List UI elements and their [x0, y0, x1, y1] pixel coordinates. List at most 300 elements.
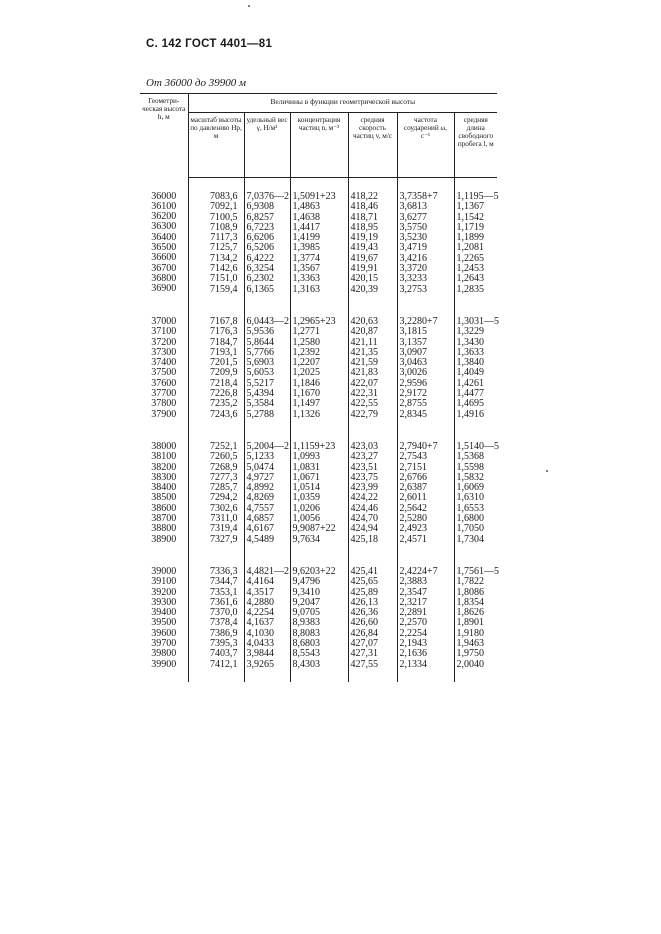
cell-concentration: 1,2580 — [292, 336, 320, 348]
cell-collision-frequency: 2,3547 — [399, 586, 427, 598]
cell-altitude: 38800 — [151, 523, 177, 535]
cell-altitude-column — [140, 557, 188, 682]
cell-specific-weight-column — [244, 178, 290, 307]
cell-mean-speed: 420,39 — [350, 283, 378, 295]
cell-altitude: 38400 — [151, 482, 177, 494]
cell-scale-height-column — [188, 557, 244, 682]
cell-scale-height: 7294,2 — [210, 492, 238, 504]
cell-concentration: 1,4863 — [292, 201, 320, 213]
cell-mean-speed: 420,63 — [350, 315, 378, 327]
cell-collision-frequency: 3,0907 — [399, 346, 427, 358]
cell-mean-free-path: 2,0040 — [456, 658, 484, 670]
cell-concentration: 9,4796 — [292, 576, 320, 588]
cell-mean-speed: 423,03 — [350, 440, 378, 452]
scan-speck — [248, 5, 250, 7]
cell-mean-speed: 423,99 — [350, 482, 378, 494]
cell-specific-weight: 5,7766 — [246, 346, 274, 358]
cell-altitude: 37500 — [151, 367, 177, 379]
cell-specific-weight: 5,0474 — [246, 461, 274, 473]
cell-mean-speed: 425,89 — [350, 586, 378, 598]
cell-mean-speed: 425,65 — [350, 576, 378, 588]
cell-mean-speed: 419,91 — [350, 263, 378, 275]
cell-mean-speed: 422,55 — [350, 398, 378, 410]
cell-scale-height: 7311,0 — [210, 513, 238, 525]
cell-concentration: 1,0993 — [292, 451, 320, 463]
cell-concentration: 1,2771 — [292, 326, 320, 338]
cell-scale-height: 7193,1 — [210, 346, 238, 358]
cell-concentration: 1,3363 — [292, 273, 320, 285]
cell-concentration: 1,0831 — [292, 461, 320, 473]
cell-mean-speed: 421,83 — [350, 367, 378, 379]
cell-specific-weight: 5,8644 — [246, 336, 274, 348]
cell-mean-speed: 418,71 — [350, 211, 378, 223]
cell-scale-height: 7108,9 — [210, 221, 238, 233]
cell-collision-frequency: 3,1357 — [399, 336, 427, 348]
cell-specific-weight: 6,2302 — [246, 273, 274, 285]
cell-mean-speed: 425,41 — [350, 565, 378, 577]
cell-scale-height: 7176,3 — [210, 326, 238, 338]
cell-specific-weight: 4,0433 — [246, 637, 274, 649]
cell-concentration: 1,1670 — [292, 388, 320, 400]
cell-specific-weight: 5,6053 — [246, 367, 274, 379]
cell-collision-frequency: 2,1636 — [399, 648, 427, 660]
table-body — [140, 178, 497, 682]
cell-mean-free-path: 1,3031—5 — [456, 315, 499, 327]
cell-altitude-column — [140, 178, 188, 307]
cell-collision-frequency: 2,3883 — [399, 576, 427, 588]
cell-collision-frequency: 3,1815 — [399, 326, 427, 338]
cell-scale-height: 7184,7 — [210, 336, 238, 348]
cell-mean-speed: 422,07 — [350, 377, 378, 389]
cell-specific-weight-column — [244, 557, 290, 682]
cell-altitude: 37200 — [151, 336, 177, 348]
cell-mean-speed: 420,15 — [350, 273, 378, 285]
cell-mean-free-path: 1,4049 — [456, 367, 484, 379]
cell-scale-height: 7327,9 — [210, 533, 238, 545]
cell-scale-height: 7412,1 — [210, 658, 238, 670]
cell-concentration: 8,9383 — [292, 617, 320, 629]
cell-collision-frequency: 2,2891 — [399, 607, 427, 619]
cell-mean-speed: 419,67 — [350, 252, 378, 264]
column-header-omega: частота соударений ω, с⁻¹ — [397, 113, 454, 178]
cell-mean-speed: 419,43 — [350, 242, 378, 254]
cell-mean-free-path: 1,1367 — [456, 201, 484, 213]
cell-mean-speed: 418,46 — [350, 201, 378, 213]
cell-collision-frequency: 2,1334 — [399, 658, 427, 670]
cell-altitude: 36800 — [151, 272, 177, 284]
cell-altitude: 36200 — [151, 211, 177, 223]
cell-mean-free-path: 1,1542 — [456, 211, 484, 223]
cell-scale-height: 7142,6 — [210, 263, 238, 275]
cell-concentration: 1,0056 — [292, 513, 320, 525]
cell-specific-weight: 4,1030 — [246, 627, 274, 639]
cell-collision-frequency: 3,3233 — [399, 273, 427, 285]
cell-mean-speed: 427,07 — [350, 637, 378, 649]
cell-scale-height: 7336,3 — [210, 565, 238, 577]
cell-concentration: 8,4303 — [292, 658, 320, 670]
cell-specific-weight: 6,8257 — [246, 211, 274, 223]
cell-scale-height: 7235,2 — [210, 398, 238, 410]
cell-concentration: 1,4638 — [292, 211, 320, 223]
cell-specific-weight: 4,4164 — [246, 576, 274, 588]
cell-altitude: 38300 — [151, 471, 177, 483]
cell-mean-free-path: 1,7822 — [456, 576, 484, 588]
cell-collision-frequency: 3,0463 — [399, 357, 427, 369]
cell-mean-free-path: 1,3840 — [456, 357, 484, 369]
cell-collision-frequency: 3,6277 — [399, 211, 427, 223]
cell-collision-frequency: 2,7151 — [399, 461, 427, 473]
cell-scale-height: 7134,2 — [210, 252, 238, 264]
cell-specific-weight: 4,5489 — [246, 533, 274, 545]
cell-specific-weight: 4,4821—2 — [246, 565, 289, 577]
cell-collision-frequency: 2,7543 — [399, 451, 427, 463]
cell-collision-frequency: 2,6011 — [399, 492, 427, 504]
cell-collision-frequency: 2,9596 — [399, 377, 427, 389]
cell-specific-weight: 4,6167 — [246, 523, 274, 535]
cell-mean-free-path: 1,2453 — [456, 263, 484, 275]
cell-specific-weight: 6,3254 — [246, 263, 274, 275]
cell-mean-speed: 426,13 — [350, 596, 378, 608]
cell-concentration: 9,6203+22 — [292, 565, 336, 577]
cell-concentration: 8,6803 — [292, 637, 320, 649]
cell-specific-weight-column — [244, 307, 290, 432]
cell-specific-weight: 3,9844 — [246, 648, 274, 660]
cell-mean-speed: 423,51 — [350, 461, 378, 473]
cell-altitude: 36700 — [151, 262, 177, 274]
cell-concentration: 1,4417 — [292, 221, 320, 233]
cell-scale-height: 7403,7 — [210, 648, 238, 660]
cell-concentration: 1,2207 — [292, 357, 320, 369]
cell-mean-free-path: 1,5832 — [456, 471, 484, 483]
cell-scale-height: 7395,3 — [210, 637, 238, 649]
cell-altitude: 39000 — [151, 565, 177, 577]
cell-specific-weight: 6,9308 — [246, 201, 274, 213]
cell-altitude: 38200 — [151, 461, 177, 473]
cell-altitude: 36500 — [151, 241, 177, 253]
cell-altitude: 39500 — [151, 617, 177, 629]
cell-specific-weight: 5,9536 — [246, 326, 274, 338]
table-row-group — [140, 178, 497, 307]
cell-collision-frequency: 3,0026 — [399, 367, 427, 379]
cell-altitude: 37300 — [151, 346, 177, 358]
column-header-h: Геометри-ческая высота h, м — [142, 97, 186, 121]
cell-concentration: 1,2392 — [292, 346, 320, 358]
cell-mean-free-path: 1,1899 — [456, 232, 484, 244]
cell-mean-free-path: 1,4477 — [456, 388, 484, 400]
cell-specific-weight: 5,6903 — [246, 357, 274, 369]
cell-mean-speed: 421,11 — [350, 336, 378, 348]
cell-altitude: 38100 — [151, 451, 177, 463]
table-row-group — [140, 432, 497, 557]
cell-specific-weight: 5,2788 — [246, 408, 274, 420]
cell-concentration: 9,2047 — [292, 596, 320, 608]
cell-altitude: 36000 — [151, 190, 177, 202]
cell-scale-height: 7083,6 — [210, 191, 238, 202]
cell-mean-free-path: 1,7304 — [456, 533, 484, 545]
table-row-group — [140, 307, 497, 432]
cell-mean-free-path: 1,2835 — [456, 283, 484, 295]
cell-mean-free-path: 1,4916 — [456, 408, 484, 420]
cell-concentration: 1,1497 — [292, 398, 320, 410]
cell-mean-speed: 418,95 — [350, 221, 378, 233]
cell-mean-speed: 425,18 — [350, 533, 378, 545]
cell-scale-height: 7151,0 — [210, 273, 238, 285]
cell-altitude: 37400 — [151, 357, 177, 369]
cell-altitude: 38700 — [151, 513, 177, 525]
cell-altitude: 37000 — [151, 315, 177, 327]
cell-specific-weight-column — [244, 432, 290, 557]
cell-altitude: 37600 — [151, 377, 177, 389]
cell-scale-height: 7268,9 — [210, 461, 238, 473]
cell-altitude: 36600 — [151, 252, 177, 264]
cell-concentration: 1,3985 — [292, 242, 320, 254]
cell-scale-height: 7370,0 — [210, 607, 238, 619]
cell-specific-weight: 5,1233 — [246, 451, 274, 463]
cell-specific-weight: 6,7223 — [246, 221, 274, 233]
cell-mean-speed: 424,46 — [350, 502, 378, 514]
cell-scale-height: 7277,3 — [210, 471, 238, 483]
cell-scale-height: 7092,1 — [210, 201, 238, 213]
cell-mean-free-path: 1,2643 — [456, 273, 484, 285]
cell-altitude: 36400 — [151, 231, 177, 243]
cell-mean-free-path: 1,6553 — [456, 502, 484, 514]
cell-concentration: 1,1159+23 — [292, 440, 336, 452]
cell-altitude: 39600 — [151, 627, 177, 639]
cell-mean-free-path: 1,8086 — [456, 586, 484, 598]
cell-mean-free-path: 1,8626 — [456, 607, 484, 619]
cell-concentration-column — [290, 432, 348, 557]
cell-collision-frequency: 2,4923 — [399, 523, 427, 535]
cell-collision-frequency: 3,3720 — [399, 263, 427, 275]
cell-concentration: 1,2025 — [292, 367, 320, 379]
cell-mean-speed: 423,75 — [350, 471, 378, 483]
cell-collision-frequency: 3,2753 — [399, 283, 427, 295]
cell-concentration-column — [290, 178, 348, 307]
cell-mean-free-path: 1,4695 — [456, 398, 484, 410]
cell-mean-free-path: 1,4261 — [456, 377, 484, 389]
cell-altitude: 37800 — [151, 398, 177, 410]
cell-altitude: 36100 — [151, 200, 177, 212]
cell-mean-speed: 420,87 — [350, 326, 378, 338]
cell-mean-free-path-column — [454, 432, 497, 557]
cell-altitude: 39300 — [151, 596, 177, 608]
cell-concentration-column — [290, 557, 348, 682]
cell-mean-free-path: 1,5140—5 — [456, 440, 499, 452]
cell-mean-speed-column — [348, 178, 397, 307]
cell-collision-frequency-column — [397, 432, 454, 557]
atmosphere-table — [140, 94, 497, 682]
cell-collision-frequency: 2,5642 — [399, 502, 427, 514]
cell-collision-frequency: 2,6766 — [399, 471, 427, 483]
column-header-v: средняя скорость частиц v, м/с — [348, 113, 397, 178]
cell-collision-frequency-column — [397, 307, 454, 432]
cell-concentration: 1,0359 — [292, 492, 320, 504]
cell-scale-height: 7353,1 — [210, 586, 238, 598]
scan-speck — [546, 470, 548, 472]
cell-collision-frequency: 3,5230 — [399, 232, 427, 244]
cell-scale-height: 7117,3 — [210, 232, 238, 244]
cell-mean-free-path: 1,8901 — [456, 617, 484, 629]
cell-specific-weight: 4,8269 — [246, 492, 274, 504]
cell-mean-free-path: 1,1195—5 — [456, 191, 499, 202]
cell-altitude: 37700 — [151, 388, 177, 400]
cell-concentration: 9,3410 — [292, 586, 320, 598]
cell-concentration: 1,4199 — [292, 232, 320, 244]
cell-collision-frequency: 3,4216 — [399, 252, 427, 264]
cell-mean-free-path: 1,5598 — [456, 461, 484, 473]
cell-mean-speed: 421,59 — [350, 357, 378, 369]
cell-altitude-column — [140, 432, 188, 557]
cell-mean-free-path: 1,6800 — [456, 513, 484, 525]
cell-specific-weight: 4,1637 — [246, 617, 274, 629]
cell-altitude: 38000 — [151, 440, 177, 452]
cell-mean-speed-column — [348, 432, 397, 557]
cell-collision-frequency: 2,5280 — [399, 513, 427, 525]
page-header: С. 142 ГОСТ 4401—81 — [146, 38, 273, 50]
cell-scale-height: 7100,5 — [210, 211, 238, 223]
cell-collision-frequency: 3,2280+7 — [399, 315, 438, 327]
cell-scale-height: 7226,8 — [210, 388, 238, 400]
cell-specific-weight: 3,9265 — [246, 658, 274, 670]
cell-collision-frequency: 3,6813 — [399, 201, 427, 213]
cell-concentration-column — [290, 307, 348, 432]
cell-scale-height: 7386,9 — [210, 627, 238, 639]
cell-altitude: 39400 — [151, 607, 177, 619]
cell-specific-weight: 4,3517 — [246, 586, 274, 598]
cell-scale-height: 7319,4 — [210, 523, 238, 535]
cell-altitude: 38500 — [151, 492, 177, 504]
table-row-group — [140, 557, 497, 682]
cell-altitude: 38900 — [151, 533, 177, 545]
cell-collision-frequency: 3,4719 — [399, 242, 427, 254]
cell-collision-frequency: 2,2254 — [399, 627, 427, 639]
cell-concentration: 9,9087+22 — [292, 523, 336, 535]
cell-collision-frequency: 2,6387 — [399, 482, 427, 494]
cell-specific-weight: 5,4394 — [246, 388, 274, 400]
cell-mean-speed: 426,60 — [350, 617, 378, 629]
cell-scale-height: 7361,6 — [210, 596, 238, 608]
cell-altitude: 36900 — [151, 283, 177, 295]
cell-mean-free-path: 1,5368 — [456, 451, 484, 463]
cell-altitude: 39700 — [151, 637, 177, 649]
cell-specific-weight: 6,0443—2 — [246, 315, 289, 327]
cell-mean-speed: 423,27 — [350, 451, 378, 463]
column-header-gamma: удельный вес γ, Н/м³ — [244, 113, 290, 178]
cell-mean-speed: 422,31 — [350, 388, 378, 400]
cell-mean-free-path: 1,9463 — [456, 637, 484, 649]
cell-scale-height: 7285,7 — [210, 482, 238, 494]
cell-scale-height-column — [188, 178, 244, 307]
cell-scale-height: 7302,6 — [210, 502, 238, 514]
cell-collision-frequency: 2,1943 — [399, 637, 427, 649]
cell-mean-speed-column — [348, 307, 397, 432]
cell-scale-height: 7252,1 — [210, 440, 238, 452]
cell-altitude: 39200 — [151, 586, 177, 598]
cell-collision-frequency: 2,8345 — [399, 408, 427, 420]
column-header-hp: масштаб высоты по давлению Hp, м — [188, 113, 244, 178]
cell-collision-frequency: 2,4571 — [399, 533, 427, 545]
cell-mean-free-path-column — [454, 307, 497, 432]
cell-mean-free-path: 1,3633 — [456, 346, 484, 358]
cell-scale-height: 7201,5 — [210, 357, 238, 369]
cell-concentration: 8,8083 — [292, 627, 320, 639]
cell-collision-frequency: 2,4224+7 — [399, 565, 438, 577]
cell-mean-speed: 424,94 — [350, 523, 378, 535]
altitude-range: От 36000 до 39900 м — [146, 77, 246, 89]
cell-concentration: 1,1846 — [292, 377, 320, 389]
cell-altitude: 39800 — [151, 648, 177, 660]
cell-scale-height-column — [188, 432, 244, 557]
cell-mean-free-path: 1,8354 — [456, 596, 484, 608]
cell-concentration: 8,5543 — [292, 648, 320, 660]
cell-mean-speed: 422,79 — [350, 408, 378, 420]
cell-concentration: 1,3163 — [292, 283, 320, 295]
cell-specific-weight: 5,2004—2 — [246, 440, 289, 452]
cell-mean-speed: 427,31 — [350, 648, 378, 660]
cell-concentration: 1,3567 — [292, 263, 320, 275]
cell-scale-height: 7344,7 — [210, 576, 238, 588]
cell-concentration: 1,2965+23 — [292, 315, 336, 327]
cell-mean-free-path: 1,7561—5 — [456, 565, 499, 577]
cell-altitude: 39100 — [151, 576, 177, 588]
cell-mean-speed: 418,22 — [350, 191, 378, 202]
cell-altitude: 37100 — [151, 326, 177, 338]
cell-collision-frequency: 3,5750 — [399, 221, 427, 233]
cell-scale-height: 7260,5 — [210, 451, 238, 463]
cell-mean-free-path: 1,7050 — [456, 523, 484, 535]
cell-mean-free-path: 1,2081 — [456, 242, 484, 254]
cell-mean-free-path: 1,9180 — [456, 627, 484, 639]
cell-collision-frequency: 3,7358+7 — [399, 191, 438, 202]
cell-mean-free-path: 1,3229 — [456, 326, 484, 338]
cell-mean-free-path-column — [454, 178, 497, 307]
cell-altitude: 39900 — [151, 658, 177, 670]
cell-mean-speed-column — [348, 557, 397, 682]
cell-collision-frequency: 2,9172 — [399, 388, 427, 400]
cell-mean-free-path: 1,3430 — [456, 336, 484, 348]
cell-mean-free-path: 1,6310 — [456, 492, 484, 504]
cell-mean-speed: 424,70 — [350, 513, 378, 525]
cell-collision-frequency-column — [397, 178, 454, 307]
cell-scale-height: 7243,6 — [210, 408, 238, 420]
cell-specific-weight: 7,0376—2 — [246, 191, 289, 202]
cell-mean-free-path: 1,2265 — [456, 252, 484, 264]
cell-altitude-column — [140, 307, 188, 432]
cell-collision-frequency: 2,8755 — [399, 398, 427, 410]
cell-concentration: 9,7634 — [292, 533, 320, 545]
cell-collision-frequency: 2,7940+7 — [399, 440, 438, 452]
cell-concentration: 1,0206 — [292, 502, 320, 514]
cell-concentration: 1,0514 — [292, 482, 320, 494]
cell-specific-weight: 5,5217 — [246, 377, 274, 389]
cell-scale-height: 7159,4 — [210, 283, 238, 295]
cell-collision-frequency: 2,2570 — [399, 617, 427, 629]
cell-scale-height: 7125,7 — [210, 242, 238, 254]
cell-scale-height: 7209,9 — [210, 367, 238, 379]
cell-collision-frequency-column — [397, 557, 454, 682]
cell-altitude: 37900 — [151, 408, 177, 420]
cell-concentration: 1,0671 — [292, 471, 320, 483]
cell-scale-height: 7167,8 — [210, 315, 238, 327]
cell-specific-weight: 4,7557 — [246, 502, 274, 514]
cell-collision-frequency: 2,3217 — [399, 596, 427, 608]
cell-mean-free-path: 1,1719 — [456, 221, 484, 233]
cell-specific-weight: 6,5206 — [246, 242, 274, 254]
cell-mean-speed: 419,19 — [350, 232, 378, 244]
cell-concentration: 9,0705 — [292, 607, 320, 619]
cell-mean-speed: 426,84 — [350, 627, 378, 639]
cell-specific-weight: 4,2880 — [246, 596, 274, 608]
